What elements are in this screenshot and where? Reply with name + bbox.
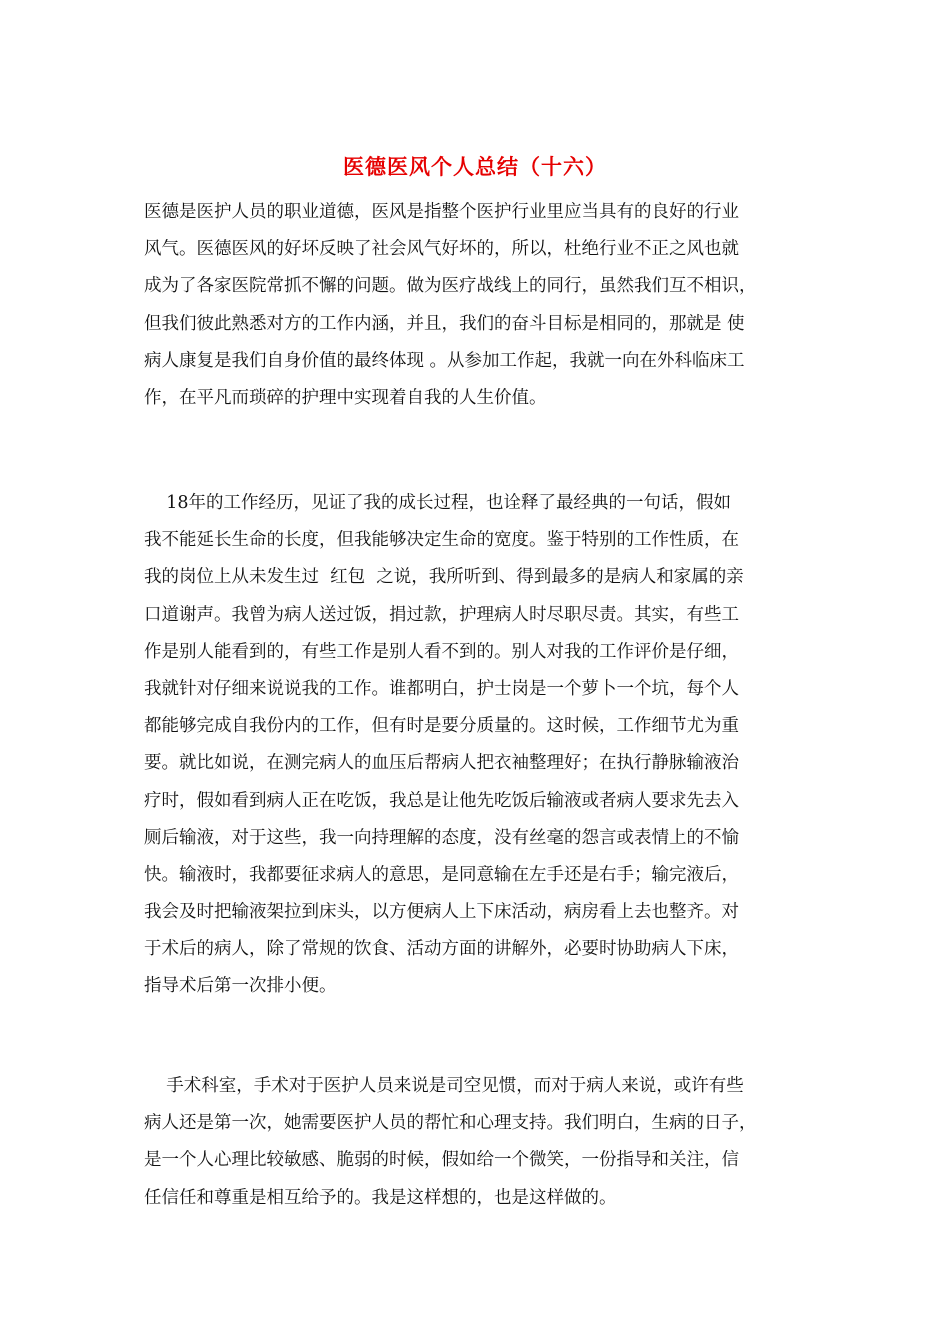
paragraph-line: 风气。医德医风的好坏反映了社会风气好坏的，所以，杜绝行业不正之风也就 [144, 239, 739, 260]
paragraph-line: 疗时，假如看到病人正在吃饭，我总是让他先吃饭后输液或者病人要求先去入 [144, 790, 739, 811]
paragraph-line: 都能够完成自我份内的工作，但有时是要分质量的。这时候，工作细节尤为重 [144, 716, 739, 737]
paragraph-line: 指导术后第一次排小便。 [144, 976, 337, 997]
paragraph-line: 厕后输液，对于这些，我一向持理解的态度，没有丝毫的怨言或表情上的不愉 [144, 827, 739, 848]
paragraph-line: 手术科室，手术对于医护人员来说是司空见惯，而对于病人来说，或许有些 [144, 1076, 744, 1096]
paragraph-line: 作，在平凡而琐碎的护理中实现着自我的人生价值。 [144, 387, 547, 408]
paragraph-line: 任信任和尊重是相互给予的。我是这样想的，也是这样做的。 [144, 1187, 617, 1208]
paragraph-line: 病人康复是我们自身价值的最终体现 。从参加工作起，我就一向在外科临床工 [144, 350, 745, 371]
paragraph-line: 医德是医护人员的职业道德，医风是指整个医护行业里应当具有的良好的行业 [144, 202, 739, 222]
paragraph-line: 我不能延长生命的长度，但我能够决定生命的宽度。鉴于特别的工作性质，在 [144, 530, 739, 551]
paragraph-line: 我会及时把输液架拉到床头，以方便病人上下床活动，病房看上去也整齐。对 [144, 902, 739, 923]
paragraph-line: 于术后的病人，除了常规的饮食、活动方面的讲解外，必要时协助病人下床， [144, 939, 739, 960]
paragraph-line: 我的岗位上从未发生过 红包 之说，我所听到、得到最多的是病人和家属的亲 [144, 567, 744, 588]
document-title: 医德医风个人总结（十六） [343, 154, 607, 179]
paragraph-line: 但我们彼此熟悉对方的工作内涵，并且，我们的奋斗目标是相同的，那就是 使 [144, 313, 745, 334]
paragraph-line: 病人还是第一次，她需要医护人员的帮忙和心理支持。我们明白，生病的日子， [144, 1113, 757, 1134]
paragraph-2 [144, 485, 806, 1006]
paragraph-line: 成为了各家医院常抓不懈的问题。做为医疗战线上的同行，虽然我们互不相识， [144, 276, 757, 297]
paragraph-line: 要。就比如说，在测完病人的血压后帮病人把衣袖整理好；在执行静脉输液治 [144, 753, 739, 774]
paragraph-line: 是一个人心理比较敏感、脆弱的时候，假如给一个微笑，一份指导和关注，信 [144, 1150, 739, 1171]
paragraph-line: 我就针对仔细来说说我的工作。谁都明白，护士岗是一个萝卜一个坑，每个人 [144, 678, 739, 699]
paragraph-1 [144, 194, 806, 417]
paragraph-line: 18年的工作经历，见证了我的成长过程，也诠释了最经典的一句话，假如 [144, 493, 732, 513]
paragraph-line: 快。输液时，我都要征求病人的意思，是同意输在左手还是右手；输完液后， [144, 864, 739, 885]
paragraph-3 [144, 1068, 806, 1217]
paragraph-line: 口道谢声。我曾为病人送过饭，捐过款，护理病人时尽职尽责。其实，有些工 [144, 604, 739, 625]
paragraph-line: 作是别人能看到的，有些工作是别人看不到的。别人对我的工作评价是仔细， [144, 641, 739, 662]
